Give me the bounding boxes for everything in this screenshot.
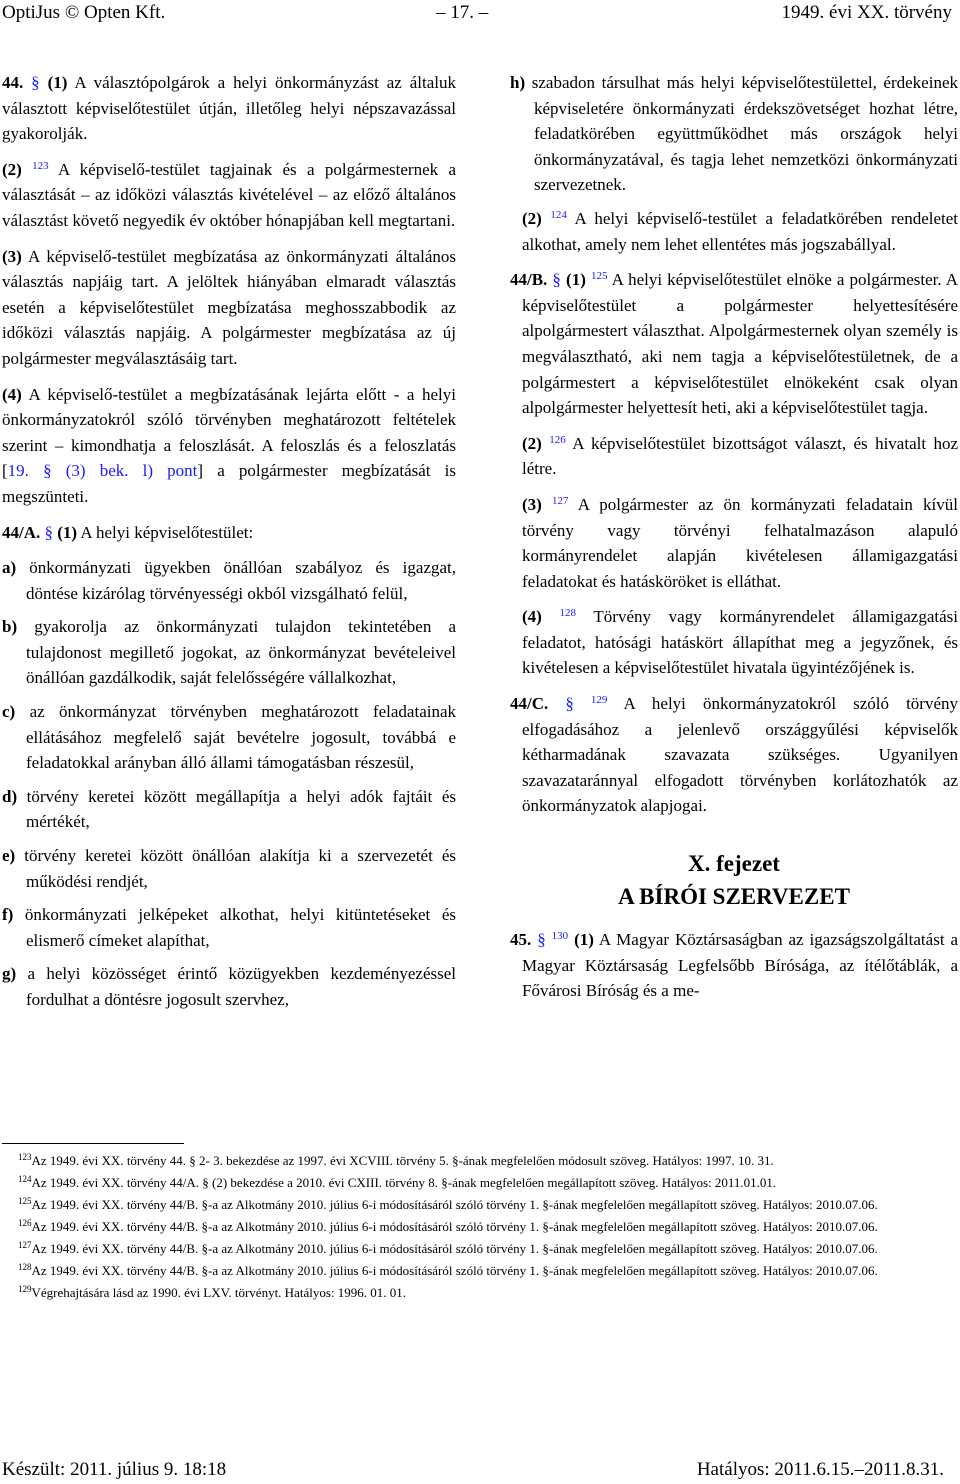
section-number: 44/A. bbox=[2, 522, 41, 542]
footnote-126 bbox=[2, 1216, 958, 1238]
footnote-129 bbox=[2, 1282, 958, 1304]
section-45-1 bbox=[510, 927, 958, 1004]
header-law-title: 1949. évi XX. törvény bbox=[781, 2, 952, 23]
item-label: a) bbox=[2, 558, 17, 578]
footnote-number: 127 bbox=[18, 1240, 32, 1250]
footnote-ref-125[interactable]: 125 bbox=[590, 270, 608, 283]
subsection-number: (3) bbox=[522, 494, 542, 514]
cross-reference-link[interactable]: § (3) bek. l) pont bbox=[43, 461, 198, 481]
footnote-124 bbox=[2, 1172, 958, 1194]
list-item-e bbox=[2, 843, 456, 894]
paragraph-text: A helyi képviselő-testület a feladatkörében rendeletet alkothat, amely nem lehet ellentétes más jogszabállyal. bbox=[522, 208, 959, 254]
section-44C bbox=[510, 691, 958, 819]
cross-reference-link[interactable]: 19. bbox=[7, 461, 29, 481]
left-column bbox=[2, 70, 456, 1021]
paragraph-text: A választópolgárok a helyi önkormányzást az általuk választott képviselőtestület útján, illetőleg helyi népszavazással gyakorolják. bbox=[2, 73, 457, 144]
footnote-ref-130[interactable]: 130 bbox=[551, 930, 569, 943]
section-44-2 bbox=[2, 157, 456, 234]
footnote-ref-128[interactable]: 128 bbox=[559, 607, 577, 620]
footnote-123 bbox=[2, 1150, 958, 1172]
footnote-number: 129 bbox=[18, 1284, 32, 1294]
footnote-ref-124[interactable]: 124 bbox=[550, 208, 567, 221]
paragraph-text: A képviselő-testület megbízatása az önkormányzati általános választás napjáig tart. A jelöltek hiányában elmaradt választás esetén a képviselőtestület megbízatása meghosszabbodik az időközi választás napjáig. A polgármester megbízatása az új polgármester megválasztásáig tart. bbox=[2, 246, 456, 368]
section-44-4 bbox=[2, 382, 456, 510]
subsection-number: (1) bbox=[47, 73, 68, 92]
subsection-number: (2) bbox=[522, 433, 542, 453]
section-44B-3 bbox=[510, 492, 958, 594]
footnote-ref-127[interactable]: 127 bbox=[552, 494, 569, 507]
list-item-f bbox=[2, 902, 456, 953]
footnote-number: 124 bbox=[18, 1174, 32, 1184]
subsection-number: (1) bbox=[566, 270, 586, 290]
header-page-number: – 17. – bbox=[436, 2, 489, 23]
paragraph-text: Törvény vagy kormányrendelet államigazgatási feladatot, hatósági hatáskört állapíthat meg a jegyzőnek, és kivételesen a képviselőtestület hivatala ügyintézőjének is. bbox=[522, 607, 958, 678]
section-44A-2 bbox=[510, 206, 958, 257]
item-text: gyakorolja az önkormányzati tulajdon tekintetében a tulajdonost megillető jogokat, az önkormányzat bevételeivel önállóan gazdálkodik, saját felelősségére vállalkozhat, bbox=[26, 617, 457, 688]
item-label: e) bbox=[2, 846, 16, 866]
footnote-text: Az 1949. évi XX. törvény 44/B. §-a az Alkotmány 2010. július 6-i módosításáról szóló törvény 1. §-ának megfelelően megállapított szöveg. Hatályos: 2010.07.06. bbox=[31, 1219, 878, 1234]
footnote-text: Az 1949. évi XX. törvény 44. § 2- 3. bekezdése az 1997. évi XCVIII. törvény 5. §-ának megfelelően módosult szöveg. Hatályos: 1997. 10. 31. bbox=[31, 1153, 774, 1168]
page-header bbox=[0, 2, 960, 28]
subsection-number: (2) bbox=[2, 159, 22, 179]
subsection-number: (1) bbox=[574, 930, 594, 950]
section-sign-link[interactable]: § bbox=[537, 930, 546, 950]
paragraph-text: ] a polgármester megbízatását is megszünteti. bbox=[2, 461, 456, 506]
section-number: 44/C. bbox=[510, 694, 549, 714]
list-item-c bbox=[2, 699, 456, 776]
footnote-text: Végrehajtására lásd az 1990. évi LXV. törvényt. Hatályos: 1996. 01. 01. bbox=[31, 1285, 406, 1300]
section-sign-link[interactable]: § bbox=[31, 73, 40, 92]
paragraph-text: A helyi képviselőtestület elnöke a polgármester. A képviselőtestület a polgármester helyettesítésére alpolgármestert választhat. Alpolgármesternek olyan személy is megválasztható, aki nem tagja a képviselőtestületnek, de a polgármestert a képviselőtestület elnökeként csak olyan alpolgármester helyettesít heti, aki a képviselőtestület tagja. bbox=[522, 270, 959, 418]
item-text: szabadon társulhat más helyi képviselőtestülettel, érdekeinek képviseletére önkormányzati érdekszövetséget hozhat létre, feladatkörében együttműködhet más országok helyi önkormányzatával, és tagja lehet nemzetközi önkormányzati szervezetnek. bbox=[531, 73, 958, 195]
item-label: h) bbox=[510, 73, 526, 92]
footnote-text: Az 1949. évi XX. törvény 44/A. § (2) bekezdése a 2010. évi CXIII. törvény 8. §-ának megfelelően megállapított szöveg. Hatályos: 2011.01.01. bbox=[31, 1175, 777, 1190]
subsection-number: (4) bbox=[522, 607, 542, 627]
chapter-heading bbox=[510, 847, 958, 913]
item-text: törvény keretei között megállapítja a helyi adók fajtáit és mértékét, bbox=[26, 786, 457, 832]
list-item-b bbox=[2, 614, 456, 691]
paragraph-text: A helyi önkormányzatokról szóló törvény elfogadásához a jelenlevő országgyűlési képviselők kétharmadának szavazata szükséges. Ugyanilyen szavazataránnyal elfogadott törvényben korlátozhatók az önkormányzatok alapjogai. bbox=[522, 694, 959, 816]
paragraph-text: A Magyar Köztársaságban az igazságszolgáltatást a Magyar Köztársaság Legfelsőbb Bírósága, az ítélőtáblák, a Fővárosi Bíróság és a me- bbox=[522, 930, 959, 1001]
section-sign-link[interactable]: § bbox=[552, 270, 561, 290]
chapter-number: X. fejezet bbox=[688, 851, 780, 877]
header-publisher: OptiJus © Opten Kft. bbox=[2, 2, 166, 23]
section-44B-1 bbox=[510, 267, 958, 421]
subsection-number: (3) bbox=[2, 246, 22, 266]
chapter-title: A BÍRÓI SZERVEZET bbox=[618, 884, 850, 910]
footnote-ref-123[interactable]: 123 bbox=[32, 159, 49, 172]
footnote-number: 128 bbox=[18, 1262, 32, 1272]
subsection-number: (1) bbox=[57, 522, 78, 542]
item-label: b) bbox=[2, 617, 18, 637]
footnote-number: 125 bbox=[18, 1196, 32, 1206]
footer-created: Készült: 2011. július 9. 18:18 bbox=[2, 1459, 227, 1480]
section-sign-link[interactable]: § bbox=[565, 694, 574, 714]
footnote-number: 126 bbox=[18, 1218, 32, 1228]
footnote-ref-126[interactable]: 126 bbox=[549, 433, 566, 446]
paragraph-text: A képviselőtestület bizottságot választ, és hivatalt hoz létre. bbox=[522, 433, 959, 479]
section-44-3 bbox=[2, 244, 456, 372]
list-item-a bbox=[2, 555, 456, 606]
paragraph-text: A képviselő-testület tagjainak és a polgármesternek a választását – az időközi választás kivételével – az előző általános választást követő negyedik év október hónapjában kell megtartani. bbox=[2, 159, 456, 230]
paragraph-text: A polgármester az ön kormányzati feladatain kívül törvény vagy törvényi felhatalmazáson alapuló kormányrendelet alapján kivételesen államigazgatási feladatokat és hatásköröket is elláthat. bbox=[522, 494, 958, 591]
item-label: g) bbox=[2, 964, 17, 984]
section-number: 44. bbox=[2, 73, 24, 92]
paragraph-text: A képviselő-testület a megbízatásának lejárta előtt - a helyi önkormányzatokról szóló törvényben meghatározott feltételek szerint – kimondhatja a feloszlását. A feloszlás és a feloszlatás [ bbox=[2, 384, 456, 481]
item-text: önkormányzati jelképeket alkothat, helyi kitüntetéseket és elismerő címeket alapíthat, bbox=[24, 905, 456, 950]
section-sign-link[interactable]: § bbox=[44, 522, 53, 542]
item-label: f) bbox=[2, 905, 14, 925]
footnote-separator bbox=[2, 1143, 184, 1144]
item-text: önkormányzati ügyekben önállóan szabályoz és igazgat, döntése kizárólag törvényességi okból vizsgálható felül, bbox=[26, 558, 457, 603]
item-text: a helyi közösséget érintő közügyekben kezdeményezéssel fordulhat a döntésre jogosult szervhez, bbox=[26, 964, 456, 1009]
list-item-d bbox=[2, 784, 456, 835]
footnote-128 bbox=[2, 1260, 958, 1282]
subsection-number: (4) bbox=[2, 384, 22, 404]
footer-effective: Hatályos: 2011.6.15.–2011.8.31. bbox=[696, 1459, 944, 1480]
footnotes bbox=[2, 1150, 958, 1304]
right-column bbox=[510, 70, 958, 1014]
page-footer bbox=[0, 1459, 960, 1483]
footnote-text: Az 1949. évi XX. törvény 44/B. §-a az Alkotmány 2010. július 6-i módosításáról szóló törvény 1. §-ának megfelelően megállapított szöveg. Hatályos: 2010.07.06. bbox=[31, 1241, 878, 1256]
section-44B-4 bbox=[510, 604, 958, 681]
item-text: az önkormányzat törvényben meghatározott feladatainak ellátásához megfelelő saját bevételre jogosult, továbbá e feladatokkal arányban álló állami támogatásban részesül, bbox=[26, 702, 457, 773]
footnote-127 bbox=[2, 1238, 958, 1260]
subsection-number: (2) bbox=[522, 208, 542, 228]
footnote-text: Az 1949. évi XX. törvény 44/B. §-a az Alkotmány 2010. július 6-i módosításáról szóló törvény 1. §-ának megfelelően megállapított szöveg. Hatályos: 2010.07.06. bbox=[31, 1197, 878, 1212]
paragraph-text: A helyi képviselőtestület: bbox=[80, 522, 254, 542]
list-item-g bbox=[2, 961, 456, 1012]
footnote-125 bbox=[2, 1194, 958, 1216]
section-44-1 bbox=[2, 70, 456, 147]
item-label: d) bbox=[2, 786, 18, 806]
section-number: 44/B. bbox=[510, 270, 548, 290]
section-44A-1 bbox=[2, 520, 456, 546]
list-44A bbox=[2, 555, 456, 1013]
footnote-text: Az 1949. évi XX. törvény 44/B. §-a az Alkotmány 2010. július 6-i módosításáról szóló törvény 1. §-ának megfelelően megállapított szöveg. Hatályos: 2010.07.06. bbox=[31, 1263, 878, 1278]
item-text: törvény keretei között önállóan alakítja ki a szervezetét és működési rendjét, bbox=[24, 846, 457, 891]
footnote-number: 123 bbox=[18, 1152, 32, 1162]
item-label: c) bbox=[2, 702, 16, 722]
footnote-ref-129[interactable]: 129 bbox=[590, 694, 608, 707]
section-44B-2 bbox=[510, 431, 958, 482]
section-number: 45. bbox=[510, 930, 532, 950]
list-item-h bbox=[510, 70, 958, 198]
